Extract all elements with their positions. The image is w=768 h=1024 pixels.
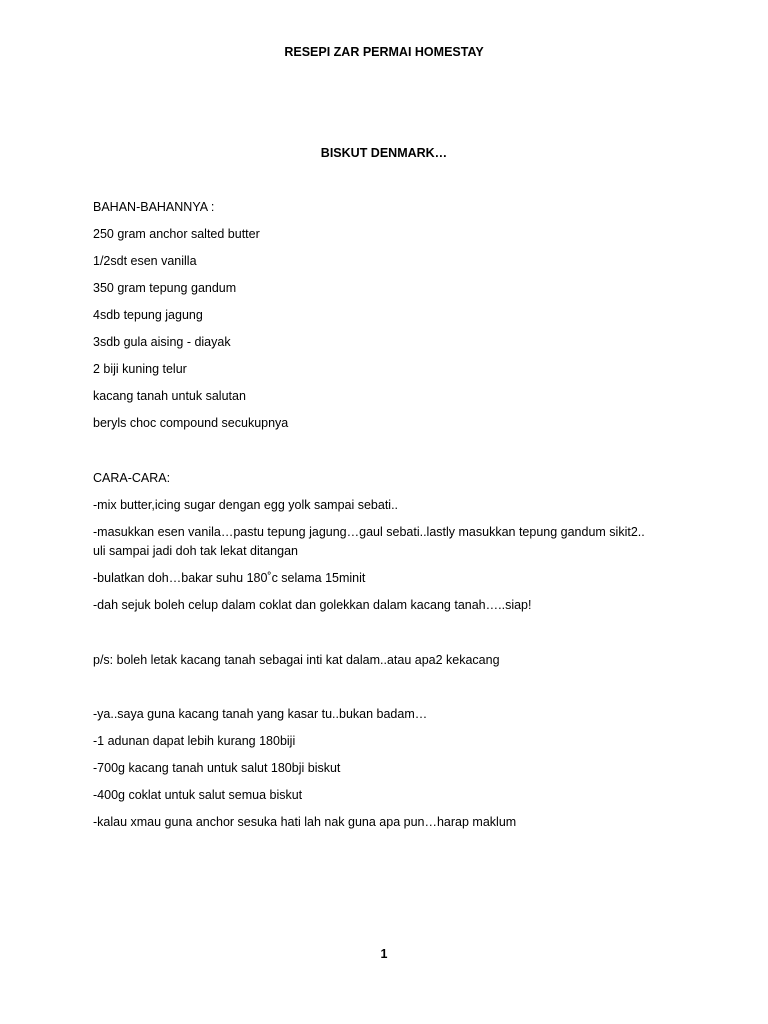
note-item: -kalau xmau guna anchor sesuka hati lah nak guna apa pun…harap maklum bbox=[93, 815, 517, 829]
ingredient-item: kacang tanah untuk salutan bbox=[93, 389, 246, 403]
document-title: RESEPI ZAR PERMAI HOMESTAY bbox=[284, 45, 484, 59]
method-step: -bulatkan doh…bakar suhu 180˚c selama 15minit bbox=[93, 571, 366, 585]
ingredient-item: 2 biji kuning telur bbox=[93, 362, 187, 376]
ps-note: p/s: boleh letak kacang tanah sebagai inti kat dalam..atau apa2 kekacang bbox=[93, 653, 500, 667]
method-step: -masukkan esen vanila…pastu tepung jagung…gaul sebati..lastly masukkan tepung gandum sikit2.. bbox=[93, 525, 645, 539]
note-item: -400g coklat untuk salut semua biskut bbox=[93, 788, 303, 802]
ingredient-item: 350 gram tepung gandum bbox=[93, 281, 237, 295]
page-number: 1 bbox=[380, 947, 388, 961]
note-item: -ya..saya guna kacang tanah yang kasar tu..bukan badam… bbox=[93, 707, 428, 721]
ingredient-item: 250 gram anchor salted butter bbox=[93, 227, 260, 241]
method-step: -dah sejuk boleh celup dalam coklat dan golekkan dalam kacang tanah…..siap! bbox=[93, 598, 532, 612]
recipe-title: BISKUT DENMARK… bbox=[320, 146, 448, 160]
note-item: -700g kacang tanah untuk salut 180bji biskut bbox=[93, 761, 341, 775]
ingredient-item: 4sdb tepung jagung bbox=[93, 308, 203, 322]
ingredients-heading: BAHAN-BAHANNYA : bbox=[93, 200, 215, 214]
method-heading: CARA-CARA: bbox=[93, 471, 171, 485]
method-step: uli sampai jadi doh tak lekat ditangan bbox=[93, 544, 298, 558]
ingredient-item: beryls choc compound secukupnya bbox=[93, 416, 289, 430]
method-step: -mix butter,icing sugar dengan egg yolk sampai sebati.. bbox=[93, 498, 399, 512]
ingredient-item: 1/2sdt esen vanilla bbox=[93, 254, 197, 268]
ingredient-item: 3sdb gula aising - diayak bbox=[93, 335, 231, 349]
note-item: -1 adunan dapat lebih kurang 180biji bbox=[93, 734, 296, 748]
